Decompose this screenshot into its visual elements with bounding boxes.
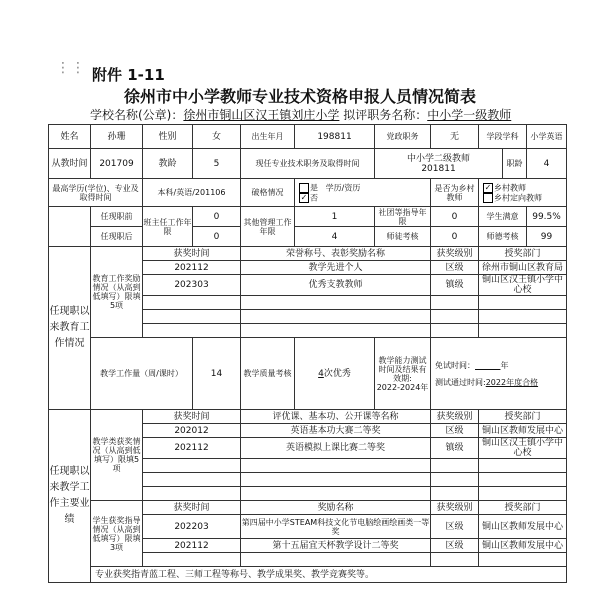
rural-no-label: 否 <box>310 193 318 202</box>
s2-org <box>479 459 567 473</box>
s3-time: 202203 <box>143 515 241 539</box>
rural-no-checkbox[interactable]: ✓ <box>300 192 308 202</box>
attachment-label: 附件 1-11 <box>92 66 165 84</box>
teach-start-label: 从教时间 <box>49 149 91 179</box>
s3-name: 第四届中小学STEAM科技文化节电脑绘画绘画类一等奖 <box>241 515 431 539</box>
party-label: 党政职务 <box>375 125 431 149</box>
village-label: 是否为乡村教师 <box>431 179 479 207</box>
s3-time <box>143 553 241 567</box>
s1-col-org: 授奖部门 <box>479 247 567 261</box>
ability-period: 2022-2024年 <box>376 382 429 392</box>
satisfaction-label: 学生满意 <box>479 207 527 227</box>
s2-time: 202112 <box>143 438 241 459</box>
s1-level: 镇级 <box>431 275 479 296</box>
s3-org: 铜山区教师发展中心 <box>479 539 567 553</box>
teach-age-label: 教龄 <box>143 149 193 179</box>
s3-level: 区级 <box>431 515 479 539</box>
s2-level <box>431 487 479 501</box>
current-title-value <box>375 149 503 179</box>
ability-label: 教学能力测试时间及结果有效期: <box>378 355 427 383</box>
exempt-year-suffix: 年 <box>500 360 509 370</box>
s2-level <box>431 473 479 487</box>
s1-org <box>479 310 567 324</box>
teach-start-value: 201709 <box>91 149 143 179</box>
head-after: 0 <box>193 227 241 247</box>
s2-time <box>143 473 241 487</box>
s1-org: 徐州市铜山区教育局 <box>479 261 567 275</box>
teach-age-value: 5 <box>193 149 241 179</box>
page-title: 徐州市中小学教师专业技术资格申报人员情况简表 <box>123 87 476 106</box>
s1-col-level: 获奖级别 <box>431 247 479 261</box>
birth-label: 出生年月 <box>241 125 295 149</box>
edu-value: 本科/英语/201106 <box>143 179 241 207</box>
workload-label: 教学工作量（周/课时） <box>91 338 193 410</box>
head-label: 班主任工作年限 <box>143 207 193 247</box>
s3-name <box>241 553 431 567</box>
s2-org: 铜山区汉王镇小学中心校 <box>479 438 567 459</box>
current-title-date: 201811 <box>421 163 456 174</box>
s3-level: 区级 <box>431 539 479 553</box>
s2-name: 英语基本功大赛二等奖 <box>241 424 431 438</box>
s1-col-name: 荣誉称号、表彰奖励名称 <box>241 247 431 261</box>
s3-org <box>479 553 567 567</box>
test-label: 测试通过时间: <box>435 377 486 387</box>
s2-time: 202012 <box>143 424 241 438</box>
ethics-label: 师德考核 <box>479 227 527 247</box>
s1-name <box>241 324 431 338</box>
rural-options <box>295 179 431 207</box>
s2-col-time: 获奖时间 <box>143 410 241 424</box>
school-label: 学校名称(公章)： <box>90 108 184 122</box>
exempt-cell <box>431 338 567 410</box>
satisfaction-value: 99.5% <box>527 207 567 227</box>
rural-yes-label: 是 <box>310 183 318 192</box>
s3-time: 202112 <box>143 539 241 553</box>
village-opt1: 乡村教师 <box>494 183 527 192</box>
s1-name <box>241 296 431 310</box>
subject-label: 学段学科 <box>479 125 527 149</box>
s2-time <box>143 487 241 501</box>
s1-level <box>431 310 479 324</box>
s2-name <box>241 487 431 501</box>
mgmt-after: 4 <box>295 227 375 247</box>
after-label: 任现职后 <box>91 227 143 247</box>
current-title-label: 现任专业技术职务及取得时间 <box>241 149 375 179</box>
s1-time: 202112 <box>143 261 241 275</box>
quality-label: 教学质量考核 <box>241 338 295 410</box>
s1-time <box>143 296 241 310</box>
section2-label: 任现职以来教学工作主要业绩 <box>49 410 91 583</box>
s2-org <box>479 473 567 487</box>
s1-level <box>431 324 479 338</box>
s2-org <box>479 487 567 501</box>
s2-time <box>143 459 241 473</box>
current-title-name: 中小学二级教师 <box>407 153 471 164</box>
quality-value-cell <box>295 338 375 410</box>
name-label: 姓名 <box>49 125 91 149</box>
drag-handle-icon[interactable]: ⋮⋮ <box>56 60 86 76</box>
mgmt-before: 1 <box>295 207 375 227</box>
edu-label: 最高学历(学位)、专业及取得时间 <box>49 179 143 207</box>
s1-level <box>431 296 479 310</box>
mgmt-label: 其他管理工作年限 <box>241 207 295 247</box>
footer-note: 专业获奖指青蓝工程、三师工程等称号、教学成果奖、教学竞赛奖等。 <box>91 567 567 583</box>
village-opt2: 乡村定向教师 <box>494 193 543 202</box>
head-before: 0 <box>193 207 241 227</box>
name-value: 孙珊 <box>91 125 143 149</box>
s2-col-level: 获奖级别 <box>431 410 479 424</box>
ethics-value: 99 <box>527 227 567 247</box>
application-table <box>48 124 567 583</box>
mentor-value: 0 <box>431 227 479 247</box>
mentor-label: 师徒考核 <box>375 227 431 247</box>
s1-col-time: 获奖时间 <box>143 247 241 261</box>
s1-name <box>241 310 431 324</box>
s2-level: 镇级 <box>431 438 479 459</box>
s1-time <box>143 310 241 324</box>
subject-value: 小学英语 <box>527 125 567 149</box>
s1-level: 区级 <box>431 261 479 275</box>
gender-label: 性别 <box>143 125 193 149</box>
rural-yes-checkbox[interactable] <box>299 183 309 193</box>
guide-label: 社团等指导年限 <box>375 207 431 227</box>
village-directed-checkbox[interactable] <box>483 193 493 203</box>
school-line <box>90 106 511 123</box>
section1-label: 任现职以来教育工作情况 <box>49 247 91 410</box>
s3-name: 第十五届宜天杯教学设计二等奖 <box>241 539 431 553</box>
s2-name: 英语模拟上课比赛二等奖 <box>241 438 431 459</box>
s2-col-org: 授奖部门 <box>479 410 567 424</box>
gender-value: 女 <box>193 125 241 149</box>
s1-name: 优秀支教教师 <box>241 275 431 296</box>
village-options <box>479 179 567 207</box>
teach-awards-label: 教学类获奖情况（从高到低填写）限填5项 <box>91 410 143 501</box>
s2-level <box>431 459 479 473</box>
title-age-value: 4 <box>527 149 567 179</box>
s2-col-name: 评优课、基本功、公开课等名称 <box>241 410 431 424</box>
blank-corner <box>49 207 91 247</box>
guide-before: 0 <box>431 207 479 227</box>
rural-label: 破格情况 <box>241 179 295 207</box>
s1-time: 202303 <box>143 275 241 296</box>
edu-awards-label: 教育工作奖励情况（从高到低填写）限填5项 <box>91 247 143 338</box>
party-value: 无 <box>431 125 479 149</box>
s3-level <box>431 553 479 567</box>
village-checkbox[interactable]: ✓ <box>484 182 492 192</box>
s2-level: 区级 <box>431 424 479 438</box>
ability-label-cell <box>375 338 431 410</box>
post-label: 拟评职务名称： <box>343 108 428 122</box>
s1-org <box>479 324 567 338</box>
workload-value: 14 <box>193 338 241 410</box>
exempt-label: 免试时间： <box>435 360 476 370</box>
s3-col-name: 奖励名称 <box>241 501 431 515</box>
s2-name <box>241 473 431 487</box>
s2-name <box>241 459 431 473</box>
s1-org <box>479 296 567 310</box>
s3-col-time: 获奖时间 <box>143 501 241 515</box>
s3-col-org: 授奖部门 <box>479 501 567 515</box>
s1-time <box>143 324 241 338</box>
quality-suffix: 次优秀 <box>323 368 351 379</box>
quality-value: 4 <box>318 368 324 379</box>
student-awards-label: 学生获奖指导情况（从高到低填写）限填3项 <box>91 501 143 567</box>
s2-org: 铜山区教师发展中心 <box>479 424 567 438</box>
rural-basis: 学历/资历 <box>325 183 361 192</box>
post-name: 中小学一级教师 <box>427 108 512 122</box>
school-name: 徐州市铜山区汉王镇刘庄小学 <box>183 108 340 122</box>
test-value: 2022年度合格 <box>485 377 539 387</box>
title-age-label: 职龄 <box>503 149 527 179</box>
s1-org: 铜山区汉王镇小学中心校 <box>479 275 567 296</box>
s3-org: 铜山区教师发展中心 <box>479 515 567 539</box>
before-label: 任现职前 <box>91 207 143 227</box>
birth-value: 198811 <box>295 125 375 149</box>
s1-name: 教学先进个人 <box>241 261 431 275</box>
s3-col-level: 获奖级别 <box>431 501 479 515</box>
